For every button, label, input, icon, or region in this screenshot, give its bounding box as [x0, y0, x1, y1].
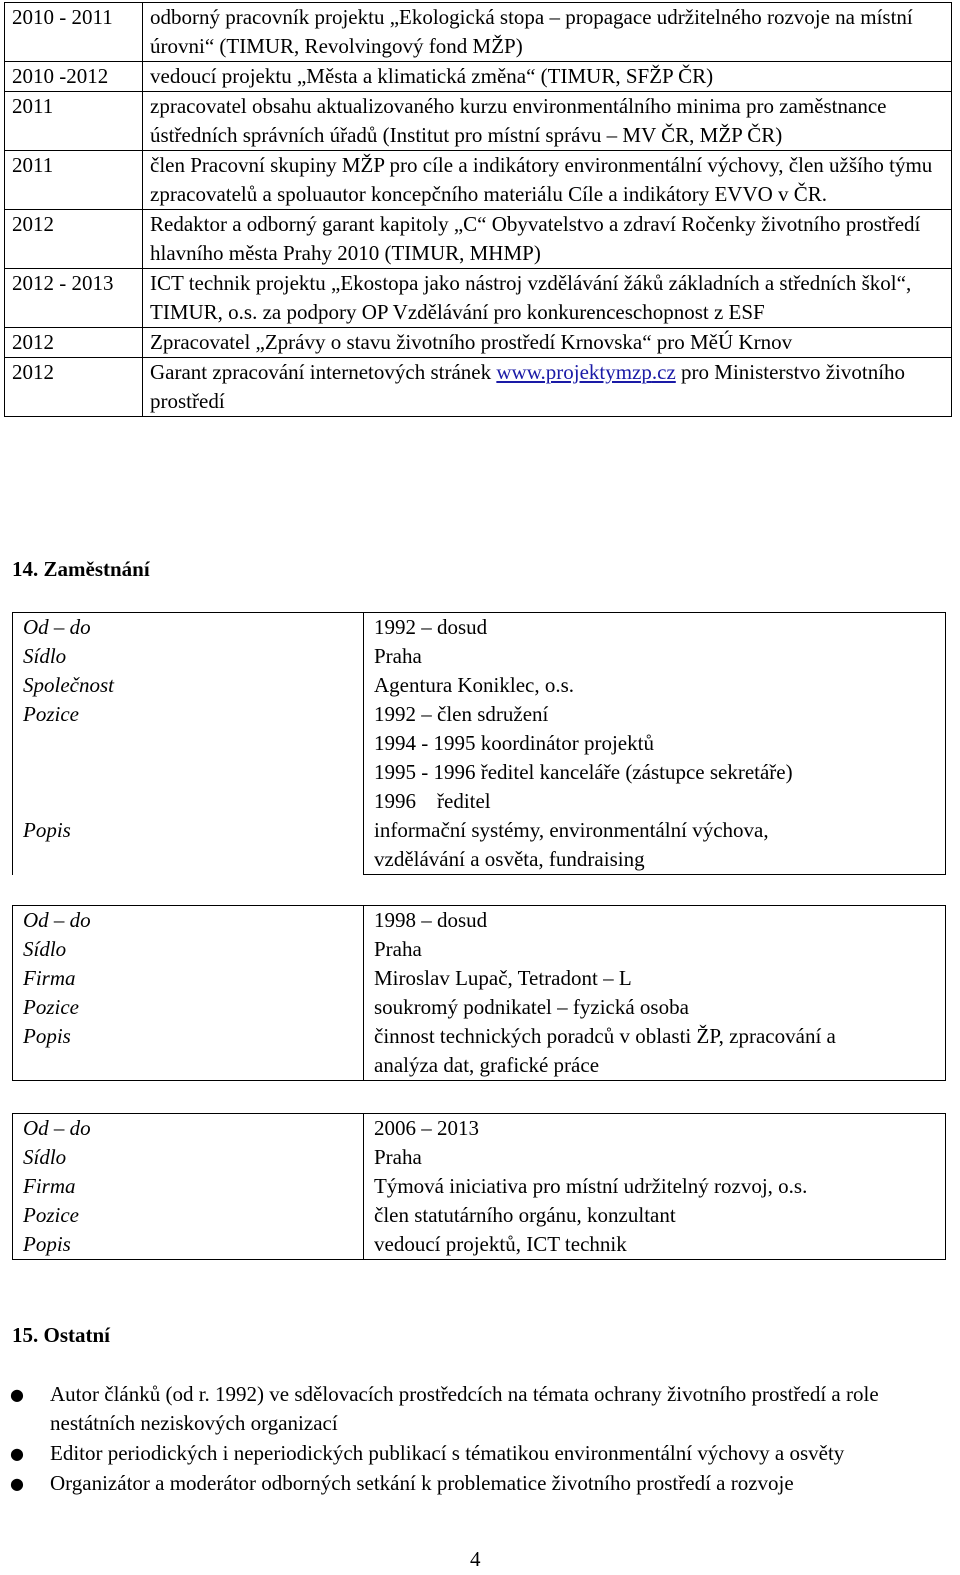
project-description: Redaktor a odborný garant kapitoly „C“ Obyvatelstvo a zdraví Ročenky životního prostředí hlavního města Prahy 2010 (TIMUR, MHMP)	[143, 210, 952, 269]
list-item: ● Editor periodických i neperiodických publikací s tématikou environmentální výchovy a osvěty	[10, 1439, 940, 1468]
field-value: analýza dat, grafické práce	[374, 1053, 600, 1077]
bullet-icon: ●	[10, 1385, 24, 1404]
project-description: zpracovatel obsahu aktualizovaného kurzu environmentálního minima pro zaměstnance ústředních správních úřadů (Institut pro místní správu – MV ČR, MŽP ČR)	[143, 92, 952, 151]
project-description	[143, 358, 952, 417]
field-value: Agentura Koniklec, o.s.	[374, 673, 575, 697]
table-row	[5, 92, 952, 151]
field-label: Sídlo	[23, 937, 67, 961]
bullet-icon: ●	[10, 1474, 24, 1493]
employment-table	[12, 1113, 946, 1260]
project-year: 2011	[5, 151, 143, 210]
project-year: 2010 - 2011	[5, 3, 143, 62]
field-value: 1992 – dosud	[374, 615, 488, 639]
field-value: 1998 – dosud	[374, 908, 488, 932]
field-label: Pozice	[23, 1203, 79, 1227]
project-description: ICT technik projektu „Ekostopa jako nástroj vzdělávání žáků základních a středních škol“, TIMUR, o.s. za podpory OP Vzdělávání pro konkurenceschopnost z ESF	[143, 269, 952, 328]
field-value: člen statutárního orgánu, konzultant	[374, 1203, 676, 1227]
project-year: 2010 -2012	[5, 62, 143, 92]
field-value: vedoucí projektů, ICT technik	[374, 1232, 627, 1256]
table-row	[5, 269, 952, 328]
field-value: 1992 – člen sdružení	[374, 702, 549, 726]
table-row	[5, 328, 952, 358]
field-label: Od – do	[23, 615, 91, 639]
bullet-icon: ●	[10, 1444, 24, 1463]
field-label: Společnost	[23, 673, 114, 697]
field-value: 2006 – 2013	[374, 1116, 479, 1140]
project-description-start: Garant zpracování internetových stránek	[150, 360, 492, 384]
field-label: Firma	[23, 1174, 76, 1198]
project-description: vedoucí projektu „Města a klimatická změna“ (TIMUR, SFŽP ČR)	[143, 62, 952, 92]
project-description: odborný pracovník projektu „Ekologická stopa – propagace udržitelného rozvoje na místní úrovni“ (TIMUR, Revolvingový fond MŽP)	[143, 3, 952, 62]
table-row	[5, 358, 952, 417]
field-label: Sídlo	[23, 1145, 67, 1169]
table-row	[5, 210, 952, 269]
field-value: Miroslav Lupač, Tetradont – L	[374, 966, 632, 990]
table-row	[13, 613, 946, 875]
field-label: Od – do	[23, 1116, 91, 1140]
field-value: 1996 ředitel	[374, 789, 491, 813]
field-value: Praha	[374, 937, 422, 961]
field-value: Praha	[374, 644, 422, 668]
employment-table	[12, 612, 946, 875]
field-value: 1995 - 1996 ředitel kanceláře (zástupce sekretáře)	[374, 760, 793, 784]
field-label: Popis	[23, 1232, 71, 1256]
field-label: Popis	[23, 1024, 71, 1048]
other-heading: 15. Ostatní	[12, 1323, 111, 1347]
table-row	[5, 3, 952, 62]
field-value: informační systémy, environmentální výchova,	[374, 818, 769, 842]
list-item: ● Autor článků (od r. 1992) ve sdělovacích prostředcích na témata ochrany životního prostředí a role nestátních neziskových organizací	[10, 1382, 879, 1435]
field-value: Týmová iniciativa pro místní udržitelný rozvoj, o.s.	[374, 1174, 808, 1198]
list-item: ● Organizátor a moderátor odborných setkání k problematice životního prostředí a rozvoje	[10, 1469, 940, 1498]
table-row	[13, 1114, 946, 1260]
page-number: 4	[470, 1547, 481, 1571]
field-value: soukromý podnikatel – fyzická osoba	[374, 995, 689, 1019]
project-year: 2011	[5, 92, 143, 151]
project-description: člen Pracovní skupiny MŽP pro cíle a indikátory environmentální výchovy, člen užšího týmu zpracovatelů a spoluautor koncepčního materiálu Cíle a indikátory EVVO v ČR.	[143, 151, 952, 210]
project-year: 2012	[5, 210, 143, 269]
field-value: vzdělávání a osvěta, fundraising	[374, 847, 645, 871]
field-value: Praha	[374, 1145, 422, 1169]
other-list	[10, 1380, 940, 1499]
field-value: činnost technických poradců v oblasti ŽP, zpracování a	[374, 1024, 836, 1048]
project-year: 2012	[5, 328, 143, 358]
field-label: Od – do	[23, 908, 91, 932]
project-year: 2012	[5, 358, 143, 417]
table-row	[5, 151, 952, 210]
project-year: 2012 - 2013	[5, 269, 143, 328]
field-label: Pozice	[23, 702, 79, 726]
table-row	[5, 62, 952, 92]
field-label: Pozice	[23, 995, 79, 1019]
employment-heading: 14. Zaměstnání	[12, 557, 150, 581]
projects-table	[4, 2, 952, 417]
project-description: Zpracovatel „Zprávy o stavu životního prostředí Krnovska“ pro MěÚ Krnov	[143, 328, 952, 358]
employment-table	[12, 905, 946, 1081]
website-link[interactable]: www.projektymzp.cz	[496, 360, 676, 384]
field-label: Firma	[23, 966, 76, 990]
project-description-end: pro Ministerstvo životního prostředí	[150, 360, 906, 413]
field-label: Sídlo	[23, 644, 67, 668]
table-row	[13, 906, 946, 1081]
field-value: 1994 - 1995 koordinátor projektů	[374, 731, 654, 755]
field-label: Popis	[23, 818, 71, 842]
